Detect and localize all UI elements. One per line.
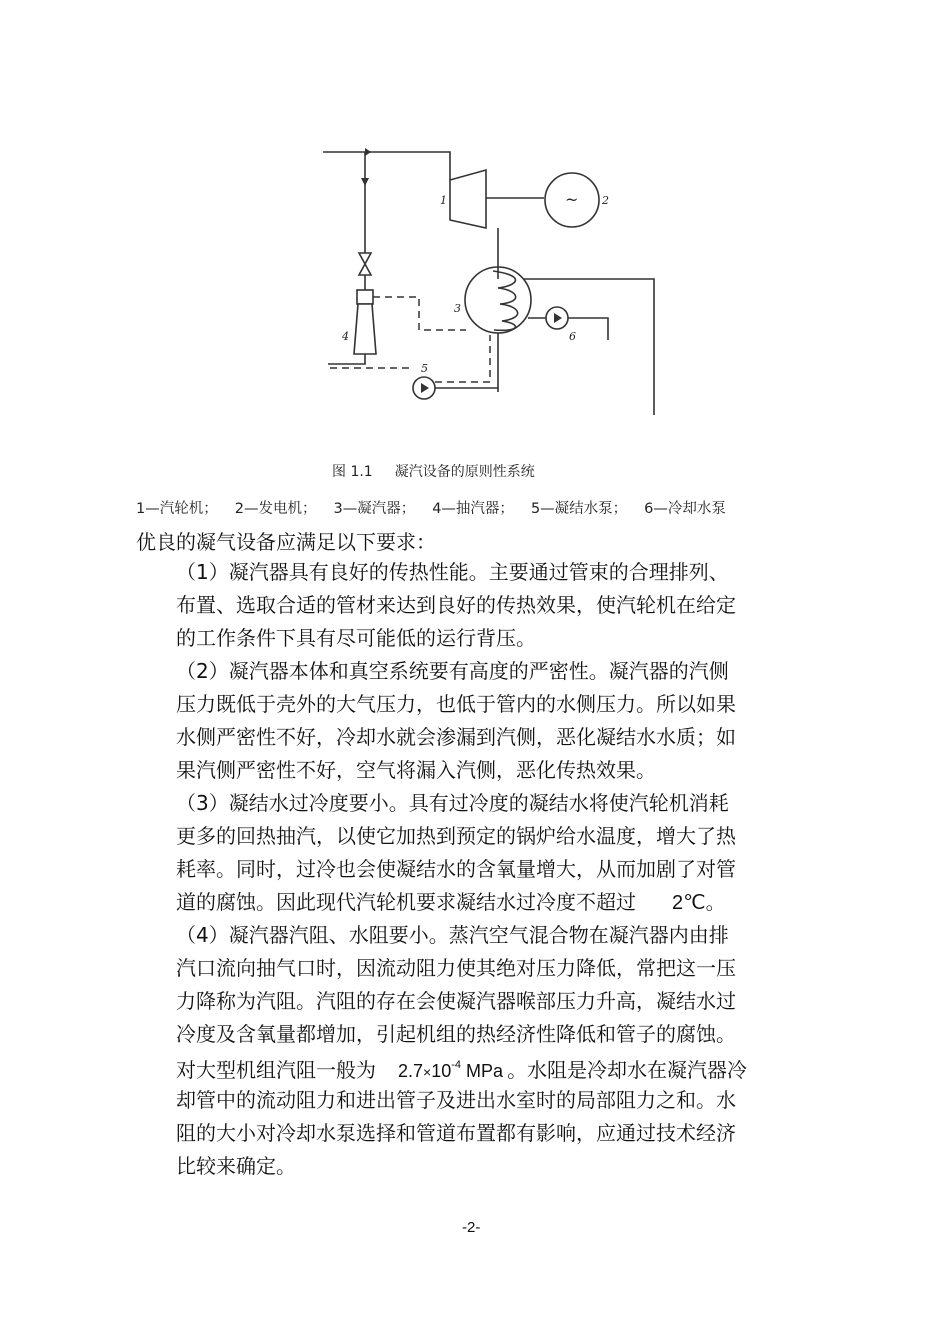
legend-item: 4—抽汽器；	[432, 501, 514, 517]
legend-item: 5—凝结水泵；	[530, 501, 628, 517]
legend-item: 6—冷却水泵	[644, 501, 726, 517]
generator-symbol: ~	[565, 190, 579, 209]
intro-text: 优良的凝气设备应满足以下要求：	[136, 530, 436, 554]
text-line: 力降称为汽阻。汽阻的存在会使凝汽器喉部压力升高，凝结水过	[176, 989, 736, 1013]
legend-item: 2—发电机；	[234, 501, 317, 517]
ejector-head	[357, 290, 373, 304]
text-line: 压力既低于壳外的大气压力，也低于管内的水侧压力。所以如果	[176, 692, 736, 716]
text-line: 却管中的流动阻力和进出管子及进出水室时的局部阻力之和。水	[176, 1088, 736, 1112]
times-sign: ×	[423, 1064, 432, 1080]
steam-resistance-value	[398, 1061, 503, 1081]
text-line: 果汽侧严密性不好，空气将漏入汽侧，恶化传热效果。	[176, 758, 656, 782]
text-line: 更多的回热抽汽，以使它加热到预定的锅炉给水温度，增大了热	[176, 824, 736, 848]
label-ejector: 4	[342, 330, 349, 343]
text-line: （4）凝汽器汽阻、水阻要小。蒸汽空气混合物在凝汽器内由排	[176, 923, 729, 947]
valve-icon	[359, 253, 371, 275]
flow-arrow	[365, 148, 371, 156]
label-turbine: 1	[440, 194, 447, 207]
label-condensate-pump: 5	[421, 362, 428, 375]
text-line: 布置、选取合适的管材来达到良好的传热效果，使汽轮机在给定	[176, 593, 736, 617]
cooling-water-outlet	[524, 279, 654, 415]
turbine-icon	[450, 170, 486, 228]
flow-arrow	[361, 178, 369, 186]
label-cooling-pump: 6	[569, 330, 576, 343]
figure-legend	[136, 497, 743, 518]
figure-number: 图 1.1	[332, 464, 373, 480]
page-number: -2-	[462, 1219, 481, 1236]
text-line: （2）凝汽器本体和真空系统要有高度的严密性。凝汽器的汽侧	[176, 659, 729, 683]
value-exponent: -4	[451, 1059, 462, 1071]
text-segment: 道的腐蚀。因此现代汽轮机要求凝结水过冷度不超过	[176, 890, 636, 914]
text-line: 冷度及含氧量都增加，引起机组的热经济性降低和管子的腐蚀。	[176, 1022, 736, 1046]
air-extraction-line	[373, 297, 466, 330]
text-line	[176, 886, 736, 919]
value-base: 10	[431, 1061, 452, 1081]
text-segment: 对大型机组汽阻一般为	[176, 1058, 376, 1082]
label-generator: 2	[602, 194, 609, 207]
requirement-1	[176, 556, 736, 655]
text-line: 耗率。同时，过冷也会使凝结水的含氧量增大，从而加剧了对管	[176, 857, 736, 881]
text-line	[176, 1051, 747, 1084]
label-condenser: 3	[454, 302, 461, 315]
text-line: 水侧严密性不好，冷却水就会渗漏到汽侧，恶化凝结水水质；如	[176, 725, 736, 749]
text-line: （1）凝汽器具有良好的传热性能。主要通过管束的合理排列、	[176, 560, 729, 584]
text-line: 的工作条件下具有尽可能低的运行背压。	[176, 626, 536, 650]
value-mantissa: 2.7	[398, 1061, 424, 1081]
text-line: 阻的大小对冷却水泵选择和管道布置都有影响，应通过技术经济	[176, 1121, 736, 1145]
value-unit: MPa	[466, 1061, 504, 1081]
condensing-system-diagram	[318, 140, 663, 415]
main-steam-line	[323, 152, 450, 180]
text-line: （3）凝结水过冷度要小。具有过冷度的凝结水将使汽轮机消耗	[176, 791, 729, 815]
subcooling-limit: 2℃。	[672, 892, 726, 914]
legend-item: 3—凝汽器；	[333, 501, 416, 517]
requirement-2	[176, 655, 736, 787]
requirement-3	[176, 787, 736, 919]
legend-item: 1—汽轮机；	[136, 501, 218, 517]
text-line: 汽口流向抽气口时，因流动阻力使其绝对压力降低，常把这一压	[176, 956, 736, 980]
requirement-4	[176, 919, 747, 1183]
ejector-body	[354, 304, 376, 354]
text-line: 比较来确定。	[176, 1154, 296, 1178]
figure-caption	[332, 461, 535, 481]
figure-title: 凝汽设备的原则性系统	[394, 464, 535, 480]
text-segment: 。水阻是冷却水在凝汽器冷	[507, 1058, 748, 1082]
